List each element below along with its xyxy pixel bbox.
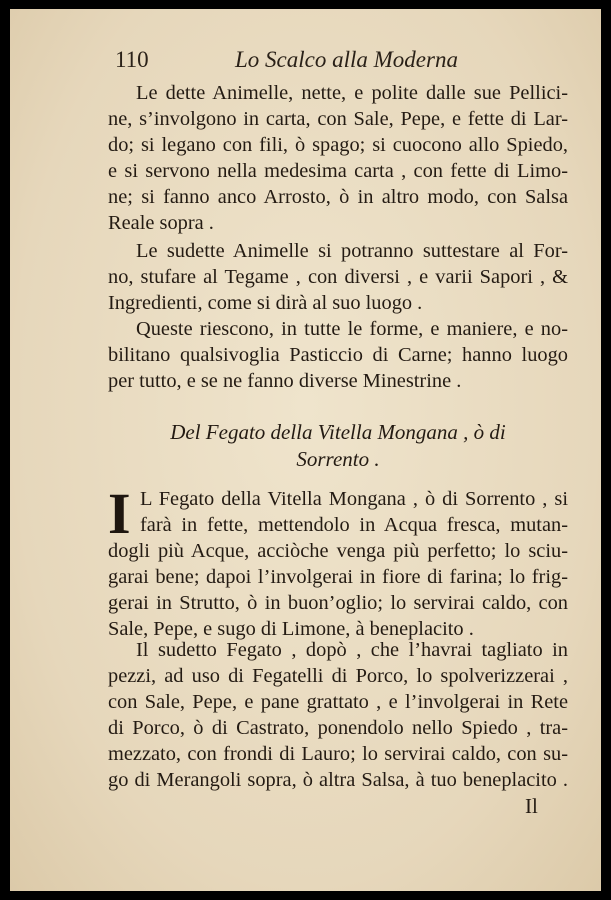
book-page [10,9,601,891]
catchword: Il [525,794,538,818]
text-line: L Fegato della Vitella Mongana , ò di Sorrento , si [140,488,568,510]
text-line: Il sudetto Fegato , dopò , che l’havrai tagliato in [136,639,568,661]
text-line: ne, s’involgono in carta, con Sale, Pepe, e fette di Lar- [108,108,568,130]
text-line: do; si legano con fili, ò spago; si cuocono allo Spiedo, [108,134,568,156]
text-line: Ingredienti, come si dirà al suo luogo . [108,292,423,314]
text-line: di Porco, ò di Castrato, ponendolo nello Spiedo , tra- [108,717,568,739]
text-line: per tutto, e se ne fanno diverse Minestrine . [108,370,462,392]
text-line: Le sudette Animelle si potranno suttestare al For- [136,240,568,262]
text-line: ne; si fanno anco Arrosto, ò in altro modo, con Salsa [108,186,568,208]
heading-line: Sorrento . [296,447,380,471]
running-title: Lo Scalco alla Moderna [235,47,458,72]
text-line: pezzi, ad uso di Fegatelli di Porco, lo spolverizzerai , [108,665,568,687]
paragraph-fegato-fried [108,481,568,642]
text-line: mezzato, con frondi di Lauro; lo servirai caldo, con su- [108,743,568,765]
paragraph-fegato-spit [108,637,568,793]
text-line: Le dette Animelle, nette, e polite dalle sue Pellici- [136,82,568,104]
text-line: e si servono nella medesima carta , con fette di Limo- [108,160,568,182]
text-line: garai bene; dapoi l’involgerai in fiore di farina; lo frig- [108,566,568,588]
section-heading [108,419,568,473]
paragraph-animelle-uses [108,316,568,394]
text-line: Reale sopra . [108,212,214,234]
text-line: dogli più Acque, acciòche venga più perfetto; lo sciu- [108,540,568,562]
paragraph-animelle-wrapped [108,80,568,236]
text-line: bilitano qualsivoglia Pasticcio di Carne; hanno luogo [108,344,568,366]
text-line: con Sale, Pepe, e pane grattato , e l’involgerai in Rete [108,691,568,713]
text-line: no, stufare al Tegame , con diversi , e varii Sapori , & [108,266,568,288]
drop-cap: I [108,481,131,546]
text-line: farà in fette, mettendolo in Acqua fresca, mutan- [140,514,568,536]
text-line: Queste riescono, in tutte le forme, e maniere, e no- [136,318,568,340]
page-header [115,47,555,77]
paragraph-animelle-other-methods [108,238,568,316]
page-number: 110 [115,47,149,72]
heading-line: Del Fegato della Vitella Mongana , ò di [170,420,506,444]
text-line: gerai in Strutto, ò in buon’oglio; lo servirai caldo, con [108,592,568,614]
text-line: go di Merangoli sopra, ò altra Salsa, à tuo beneplacito . [108,769,568,791]
text-line: Sale, Pepe, e sugo di Limone, à beneplacito . [108,618,474,640]
